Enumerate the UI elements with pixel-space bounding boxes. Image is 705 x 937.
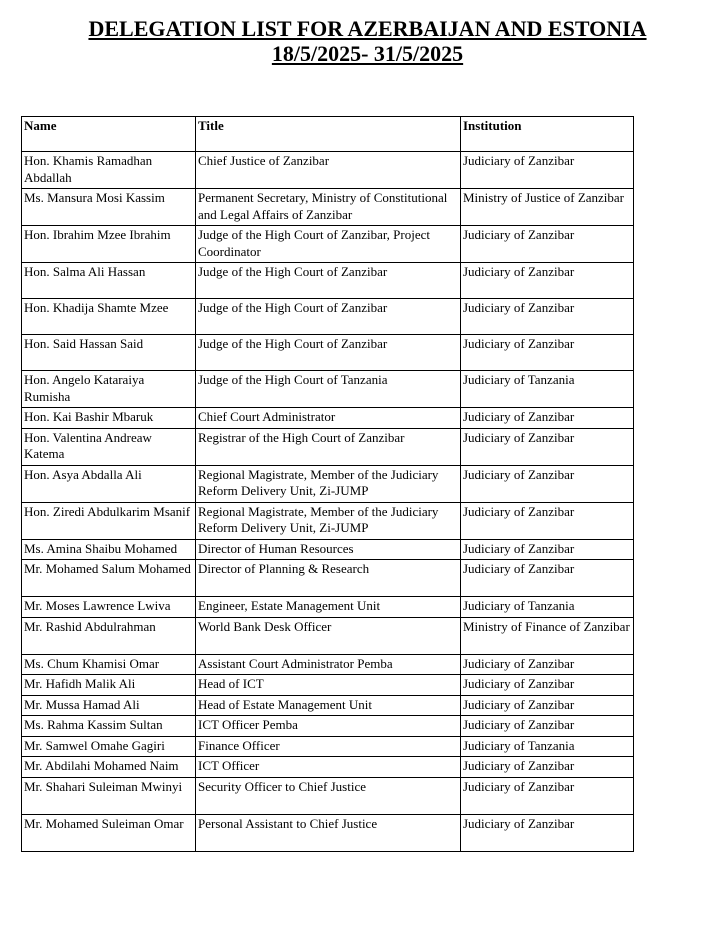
cell-title: Security Officer to Chief Justice [196,777,461,814]
table-row [22,539,634,560]
cell-title: Judge of the High Court of Zanzibar [196,263,461,299]
cell-name: Mr. Hafidh Malik Ali [22,675,196,696]
table-row [22,617,634,654]
delegation-table [21,116,634,852]
cell-title: Regional Magistrate, Member of the Judiciary Reform Delivery Unit, Zi-JUMP [196,465,461,502]
table-row [22,502,634,539]
cell-name: Hon. Said Hassan Said [22,335,196,371]
cell-title: ICT Officer [196,757,461,778]
cell-name: Mr. Mohamed Salum Mohamed [22,560,196,597]
cell-title: Registrar of the High Court of Zanzibar [196,428,461,465]
title-line-2: 18/5/2025- 31/5/2025 [271,41,464,66]
cell-name: Hon. Salma Ali Hassan [22,263,196,299]
cell-name: Mr. Rashid Abdulrahman [22,617,196,654]
cell-name: Mr. Samwel Omahe Gagiri [22,736,196,757]
document-title [0,16,705,66]
table-row [22,189,634,226]
cell-name: Mr. Shahari Suleiman Mwinyi [22,777,196,814]
table-row [22,675,634,696]
cell-name: Hon. Ibrahim Mzee Ibrahim [22,226,196,263]
column-header-institution: Institution [461,117,634,152]
cell-name: Mr. Moses Lawrence Lwiva [22,597,196,618]
cell-name: Ms. Rahma Kassim Sultan [22,716,196,737]
cell-title: Personal Assistant to Chief Justice [196,814,461,851]
cell-institution: Judiciary of Tanzania [461,736,634,757]
cell-name: Hon. Khadija Shamte Mzee [22,299,196,335]
table-row [22,152,634,189]
cell-title: Judge of the High Court of Zanzibar, Project Coordinator [196,226,461,263]
cell-title: Judge of the High Court of Zanzibar [196,299,461,335]
cell-name: Hon. Khamis Ramadhan Abdallah [22,152,196,189]
cell-institution: Judiciary of Zanzibar [461,716,634,737]
cell-name: Ms. Chum Khamisi Omar [22,654,196,675]
table-row [22,695,634,716]
table-row [22,226,634,263]
cell-title: World Bank Desk Officer [196,617,461,654]
cell-institution: Judiciary of Zanzibar [461,428,634,465]
cell-name: Ms. Mansura Mosi Kassim [22,189,196,226]
cell-institution: Judiciary of Zanzibar [461,502,634,539]
cell-institution: Ministry of Justice of Zanzibar [461,189,634,226]
table-row [22,777,634,814]
table-row [22,408,634,429]
cell-name: Ms. Amina Shaibu Mohamed [22,539,196,560]
cell-name: Hon. Asya Abdalla Ali [22,465,196,502]
cell-name: Hon. Ziredi Abdulkarim Msanif [22,502,196,539]
cell-title: Engineer, Estate Management Unit [196,597,461,618]
cell-name: Mr. Mohamed Suleiman Omar [22,814,196,851]
table-row [22,465,634,502]
table-row [22,716,634,737]
cell-institution: Judiciary of Zanzibar [461,695,634,716]
title-line-1: DELEGATION LIST FOR AZERBAIJAN AND ESTONIA [88,16,647,41]
cell-name: Hon. Angelo Kataraiya Rumisha [22,371,196,408]
cell-institution: Judiciary of Zanzibar [461,226,634,263]
column-header-name: Name [22,117,196,152]
cell-title: Chief Justice of Zanzibar [196,152,461,189]
cell-institution: Judiciary of Zanzibar [461,408,634,429]
cell-institution: Judiciary of Zanzibar [461,465,634,502]
cell-title: Regional Magistrate, Member of the Judiciary Reform Delivery Unit, Zi-JUMP [196,502,461,539]
table-row [22,428,634,465]
table-row [22,736,634,757]
cell-title: Director of Human Resources [196,539,461,560]
table-row [22,371,634,408]
table-row [22,560,634,597]
cell-title: Chief Court Administrator [196,408,461,429]
cell-institution: Judiciary of Zanzibar [461,560,634,597]
cell-institution: Judiciary of Zanzibar [461,152,634,189]
cell-title: Judge of the High Court of Zanzibar [196,335,461,371]
table-row [22,814,634,851]
cell-institution: Judiciary of Zanzibar [461,654,634,675]
cell-title: Assistant Court Administrator Pemba [196,654,461,675]
cell-institution: Judiciary of Zanzibar [461,299,634,335]
cell-institution: Ministry of Finance of Zanzibar [461,617,634,654]
table-row [22,335,634,371]
cell-institution: Judiciary of Zanzibar [461,777,634,814]
cell-name: Hon. Valentina Andreaw Katema [22,428,196,465]
cell-title: ICT Officer Pemba [196,716,461,737]
cell-name: Mr. Abdilahi Mohamed Naim [22,757,196,778]
cell-title: Director of Planning & Research [196,560,461,597]
cell-title: Head of Estate Management Unit [196,695,461,716]
cell-title: Judge of the High Court of Tanzania [196,371,461,408]
table-row [22,263,634,299]
cell-institution: Judiciary of Zanzibar [461,757,634,778]
cell-institution: Judiciary of Tanzania [461,597,634,618]
cell-name: Hon. Kai Bashir Mbaruk [22,408,196,429]
table-row [22,597,634,618]
cell-name: Mr. Mussa Hamad Ali [22,695,196,716]
cell-institution: Judiciary of Zanzibar [461,814,634,851]
cell-institution: Judiciary of Zanzibar [461,675,634,696]
cell-institution: Judiciary of Zanzibar [461,335,634,371]
cell-institution: Judiciary of Zanzibar [461,539,634,560]
cell-institution: Judiciary of Tanzania [461,371,634,408]
table-row [22,757,634,778]
cell-title: Head of ICT [196,675,461,696]
cell-title: Finance Officer [196,736,461,757]
table-header-row [22,117,634,152]
cell-title: Permanent Secretary, Ministry of Constitutional and Legal Affairs of Zanzibar [196,189,461,226]
table-row [22,299,634,335]
table-row [22,654,634,675]
column-header-title: Title [196,117,461,152]
cell-institution: Judiciary of Zanzibar [461,263,634,299]
